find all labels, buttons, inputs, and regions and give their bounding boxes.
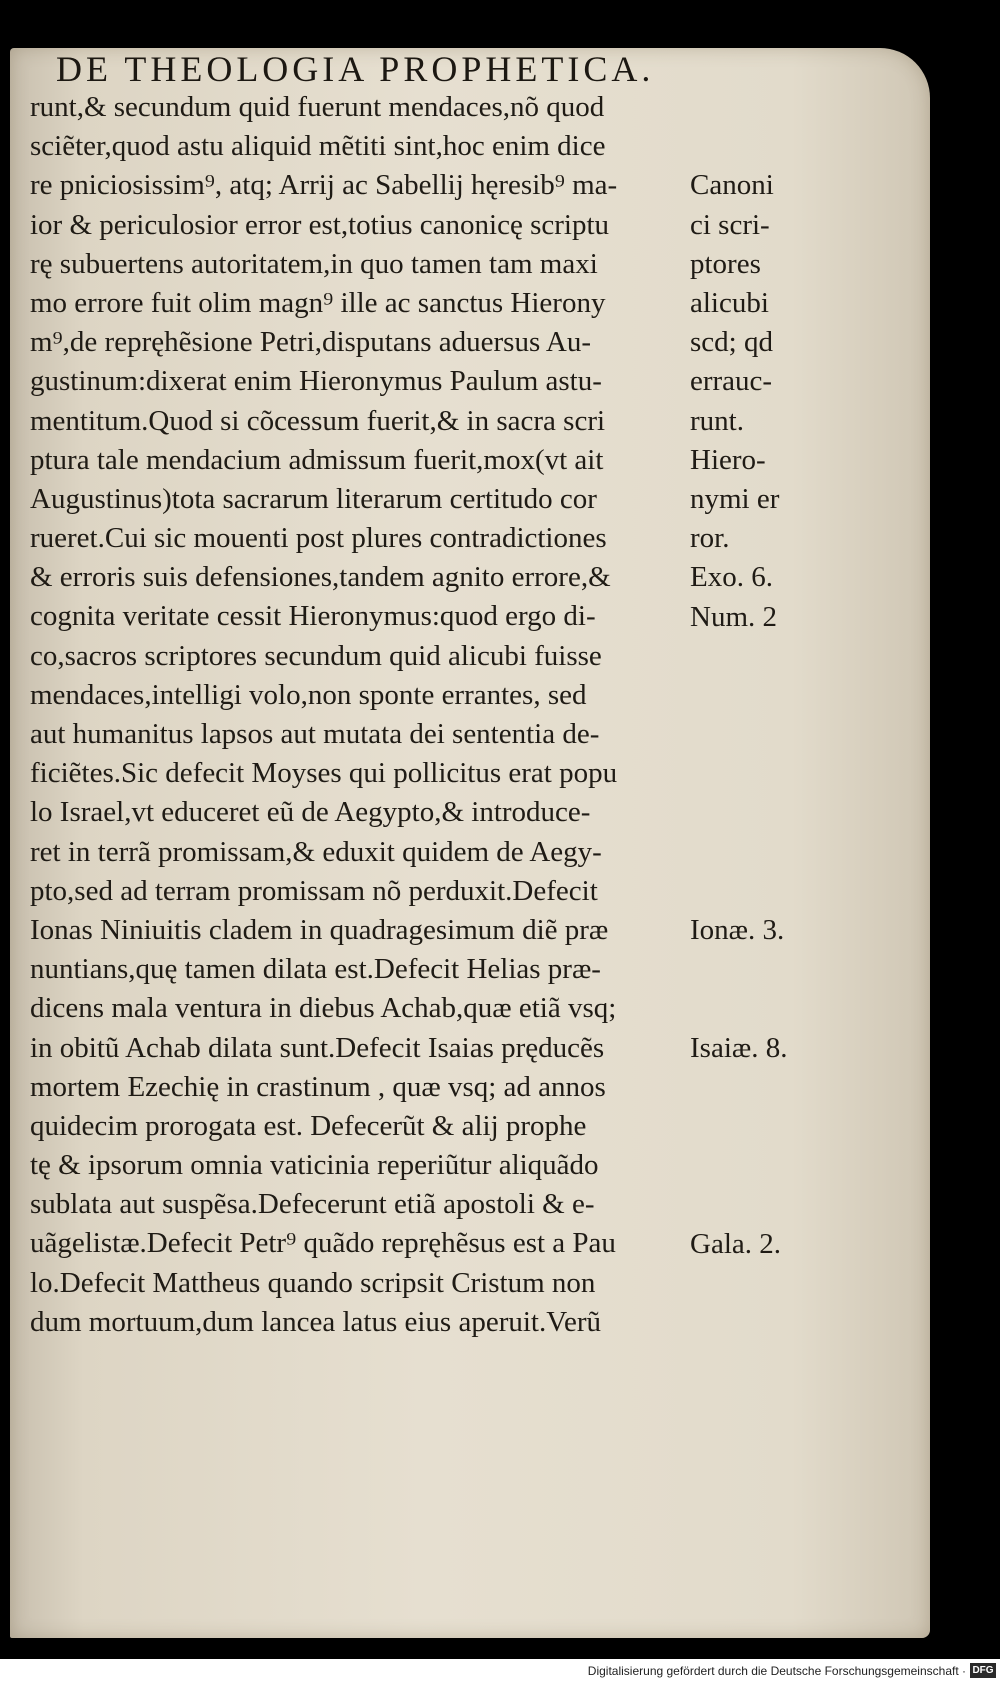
text-line: mortem Ezechię in crastinum , quæ vsq; ad annos [30,1070,606,1103]
text-line: Ionas Niniuitis cladem in quadragesimum diẽ præ [30,913,609,946]
text-line: sublata aut suspẽsa.Defecerunt etiã apostoli & e- [30,1188,595,1221]
text-line: tę & ipsorum omnia vaticinia reperiũtur aliquãdo [30,1149,599,1182]
footer-bar [0,1659,1000,1681]
margin-note: errauc- [690,365,773,398]
margin-note: Num. 2 [690,600,777,633]
text-line: sciẽter,quod astu aliquid mẽtiti sint,hoc enim dice [30,130,606,163]
text-line: co,sacros scriptores secundum quid alicubi fuisse [30,639,602,672]
text-line: ret in terrã promissam,& eduxit quidem de Aegy- [30,835,602,868]
text-line: ptura tale mendacium admissum fuerit,mox(vt ait [30,443,604,476]
text-line: m⁹,de repręhẽsione Petri,disputans aduersus Au- [30,326,591,359]
margin-note: Ionæ. 3. [690,914,785,947]
footer-credit: Digitalisierung gefördert durch die Deutsche Forschungsgemeinschaft · [587,1664,966,1678]
text-line: pto,sed ad terram promissam nõ perduxit.Defecit [30,874,598,907]
dfg-logo: DFG [970,1663,996,1678]
text-line: runt,& secundum quid fuerunt mendaces,nõ quod [30,91,605,123]
text-line: mendaces,intelligi volo,non sponte errantes, sed [30,678,587,711]
text-line: rę subuertens autoritatem,in quo tamen tam maxi [30,247,598,280]
text-line: dum mortuum,dum lancea latus eius aperuit.Verũ [30,1305,601,1338]
text-line: re pniciosissim⁹, atq; Arrij ac Sabellij hęresib⁹ ma- [30,169,618,202]
text-line: & erroris suis defensiones,tandem agnito errore,& [30,561,611,594]
text-line: rueret.Cui sic mouenti post plures contradictiones [30,522,607,555]
margin-note: alicubi [690,287,769,319]
text-line: nuntians,quę tamen dilata est.Defecit Helias præ- [30,953,601,986]
margin-note: ptores [690,247,761,280]
margin-note: Canoni [690,169,774,202]
text-line: mentitum.Quod si cõcessum fuerit,& in sacra scri [30,404,606,437]
body-text [30,88,690,1342]
text-line: in obitũ Achab dilata sunt.Defecit Isaias pręducẽs [30,1031,605,1064]
margin-note: Exo. 6. [690,561,773,594]
margin-note: Gala. 2. [690,1227,781,1260]
text-line: uãgelistæ.Defecit Petr⁹ quãdo repręhẽsus est a Pau [30,1227,616,1260]
text-line: ior & periculosior error est,totius canonicę scriptu [30,208,610,241]
text-line: Augustinus)tota sacrarum literarum certitudo cor [30,482,597,515]
text-line: quidecim prorogata est. Defecerũt & alij prophe [30,1109,587,1142]
text-line: ficiẽtes.Sic defecit Moyses qui pollicitus erat popu [30,757,618,790]
text-line: aut humanitus lapsos aut mutata dei sententia de- [30,718,600,750]
text-line: mo errore fuit olim magn⁹ ille ac sanctus Hierony [30,286,606,319]
margin-note: Hiero- [690,443,766,476]
margin-note: scd; qd [690,326,773,359]
text-line: cognita veritate cessit Hieronymus:quod ergo di- [30,600,596,633]
margin-note: Isaiæ. 8. [690,1031,788,1064]
running-header: DE THEOLOGIA PROPHETICA. [56,49,655,89]
margin-note: ci scri- [690,208,770,241]
text-line: dicens mala ventura in diebus Achab,quæ etiã vsq; [30,992,617,1025]
margin-note: runt. [690,404,744,437]
text-line: lo.Defecit Mattheus quando scripsit Cristum non [30,1266,596,1299]
text-line: lo Israel,vt educeret eũ de Aegypto,& introduce- [30,796,591,829]
margin-note: nymi er [690,483,780,515]
margin-note: ror. [690,522,730,555]
text-line: gustinum:dixerat enim Hieronymus Paulum astu- [30,365,602,398]
